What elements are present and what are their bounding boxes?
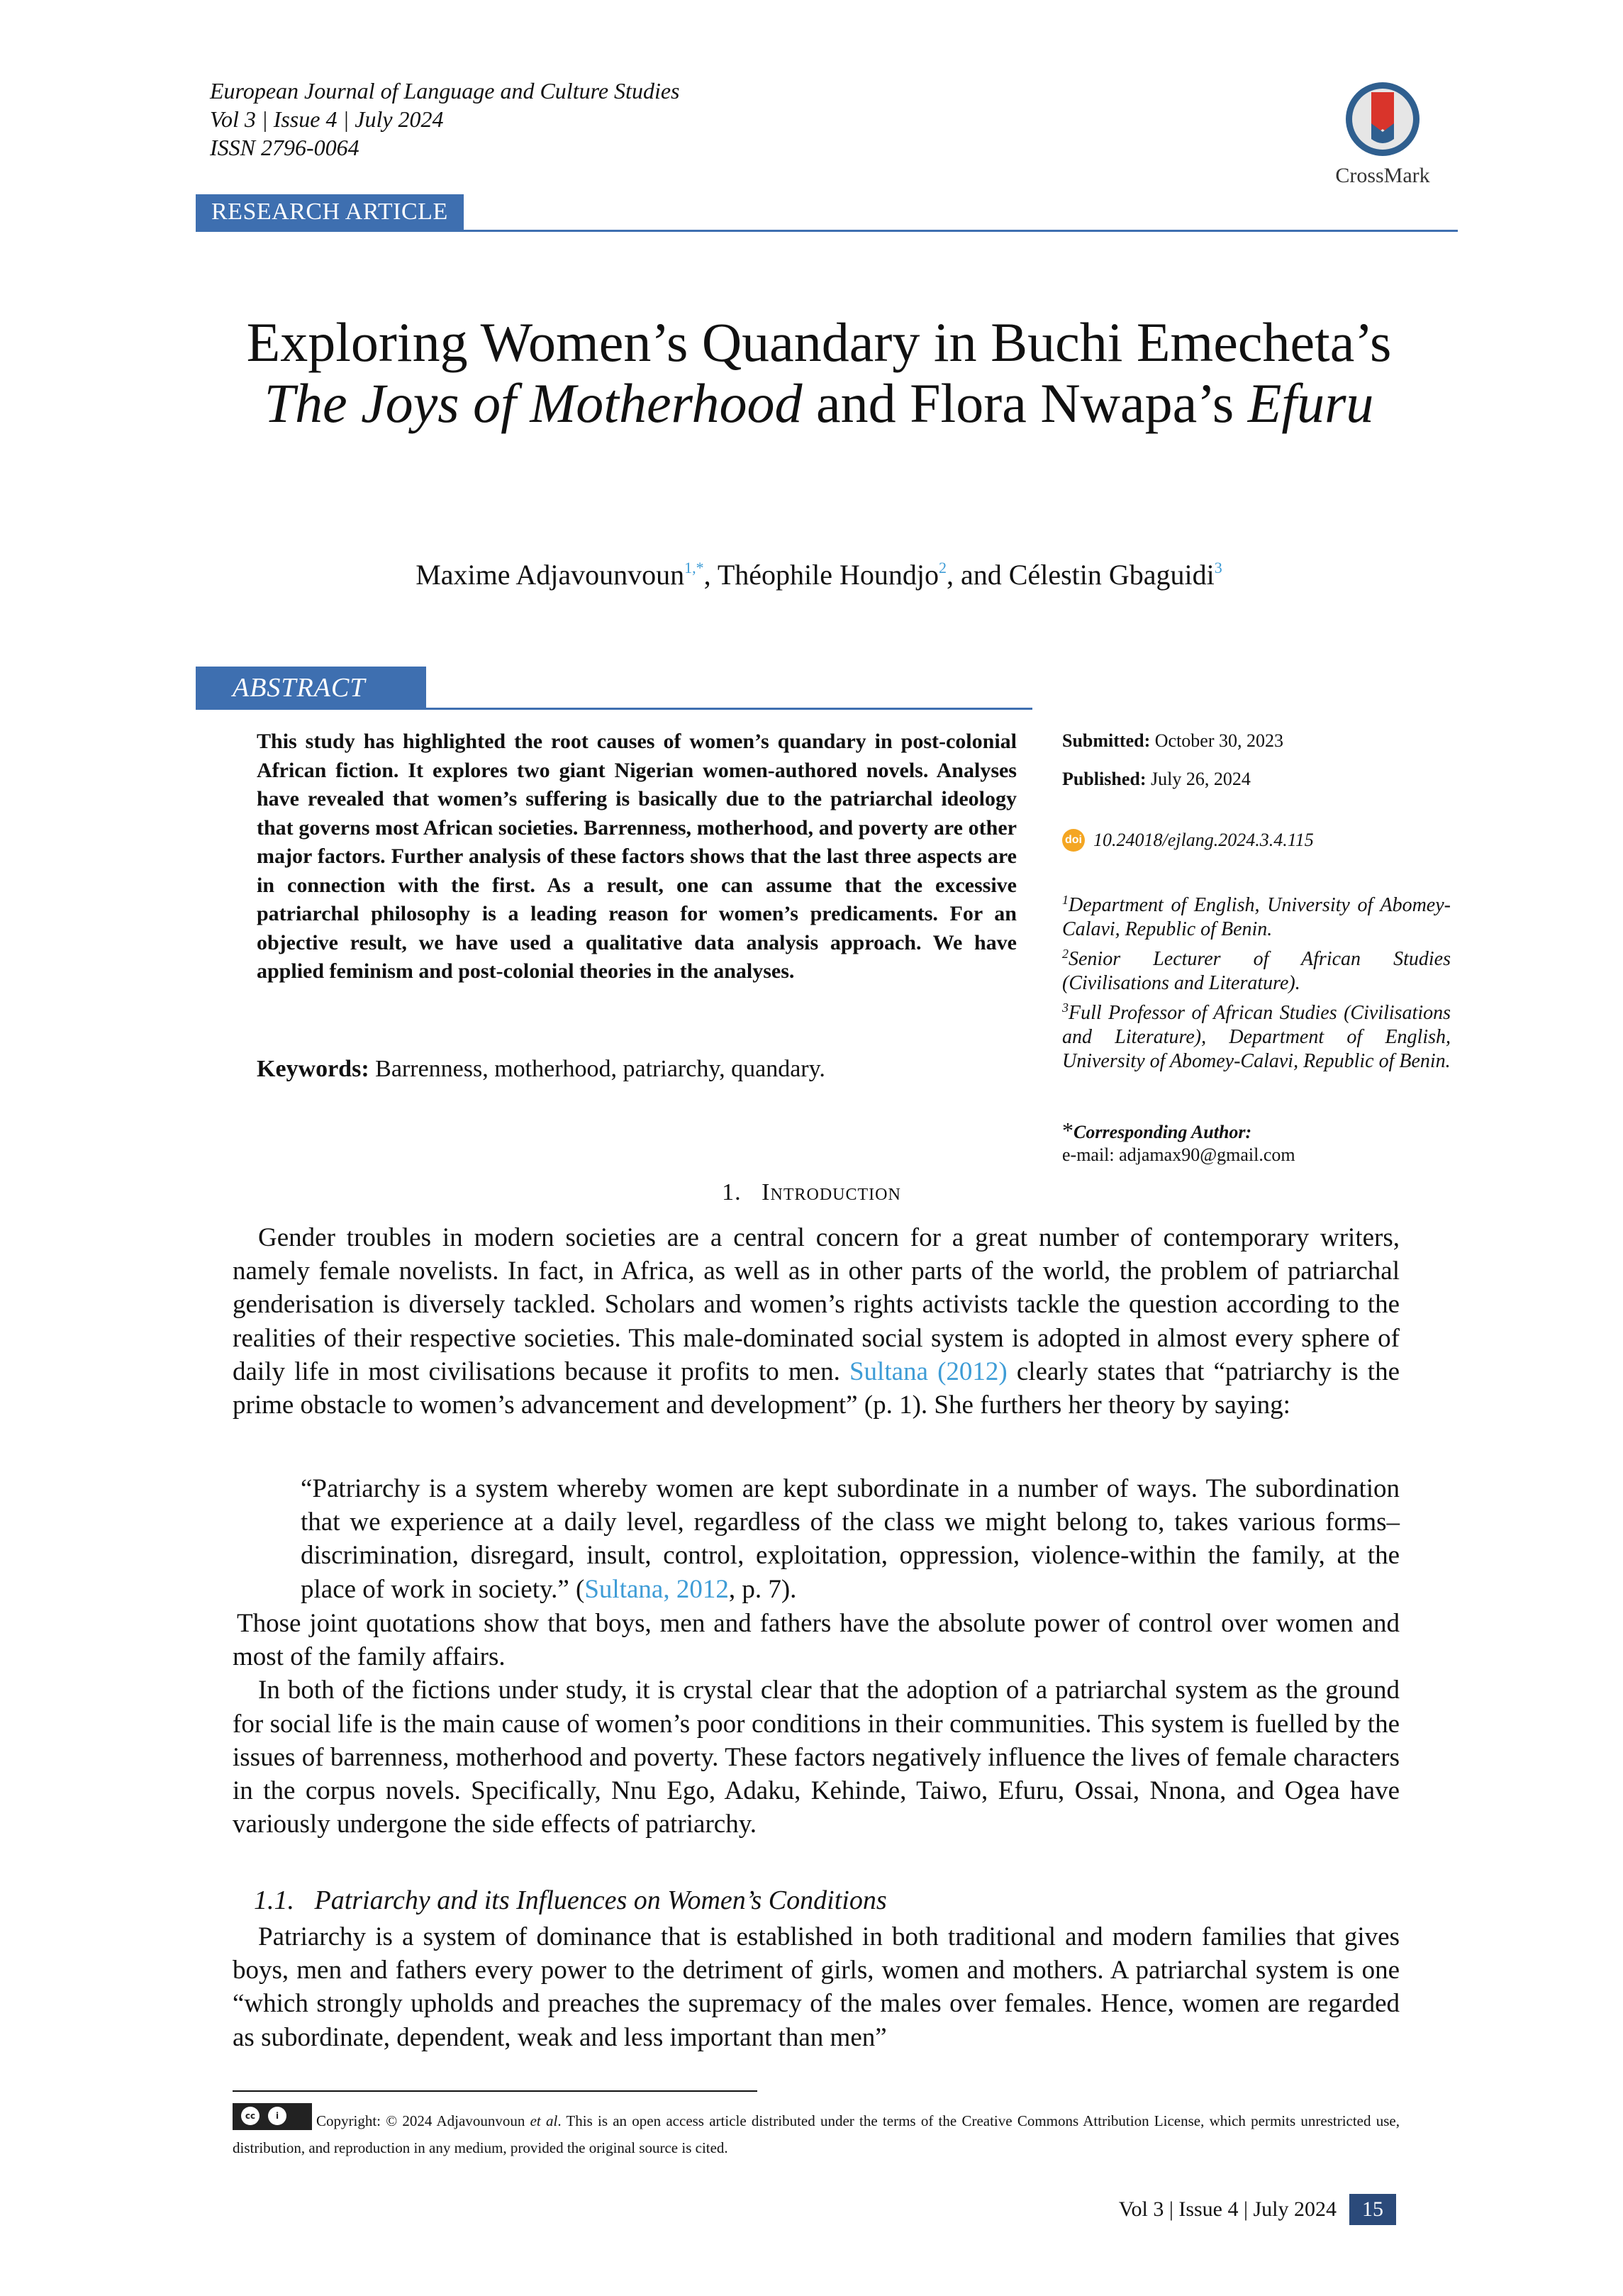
keywords-text: Barrenness, motherhood, patriarchy, quandary.	[369, 1056, 825, 1082]
affiliation-3-text: Full Professor of African Studies (Civilisations and Literature), Department of English, University of Abomey-Calavi, Republic of Benin.	[1062, 1002, 1451, 1072]
block-quote	[301, 1472, 1400, 1606]
article-type-label: RESEARCH ARTICLE	[196, 194, 464, 230]
crossmark-label: CrossMark	[1335, 164, 1430, 187]
title-part2: and Flora Nwapa’s	[802, 372, 1248, 434]
published-label: Published:	[1062, 769, 1147, 789]
subsection-p1-text: Patriarchy is a system of dominance that is established in both traditional and modern families that gives boys, men and fathers every power to the detriment of girls, women and mothers. A patriarchal system is one “which strongly upholds and preaches the supremacy of the males over females. Hence, women are regarded as subordinate, dependent, weak and less important than men”	[233, 1922, 1400, 2052]
intro-p1-text-a: Gender troubles in modern societies are a central concern for a great number of contemporary writers, namely female novelists. In fact, in Africa, as well as in other parts of the world, the problem of patriarchal genderisation is diversely tackled. Scholars and women’s rights activists tackle the question according to the realities of their respective societies. This male-dominated social system is adopted in almost every sphere of daily life in most civilisations because it profits to men.	[233, 1223, 1400, 1386]
title-part1: Exploring Women’s Quandary in Buchi Emecheta’s	[246, 311, 1392, 373]
crossmark-icon	[1343, 79, 1422, 159]
affiliation-2	[1062, 942, 1451, 996]
copyright-text-a: Copyright: © 2024 Adjavounvoun	[316, 2112, 530, 2129]
abstract-text: This study has highlighted the root causes of women’s quandary in post-colonial African fiction. It explores two giant Nigerian women-authored novels. Analyses have revealed that women’s suffering is basically due to the patriarchal ideology that governs most African societies. Barrenness, motherhood, and poverty are other major factors. Further analysis of these factors shows that the last three aspects are in connection with the first. As a result, one can assume that the excessive patriarchal philosophy is a leading reason for women’s predicaments. For an objective result, we have used a qualitative data analysis approach. We have applied feminism and post-colonial theories in the analyses.	[257, 730, 1017, 983]
article-title	[199, 312, 1439, 434]
affiliation-1	[1062, 888, 1451, 942]
intro-p3-text: In both of the fictions under study, it is crystal clear that the adoption of a patriarchal system as the ground for social life is the main cause of women’s poor conditions in their communities. This system is fuelled by the issues of barrenness, motherhood and poverty. These factors negatively influence the lives of female characters in the corpus novels. Specifically, Nnu Ego, Adaku, Kehinde, Taiwo, Efuru, Ossai, Nnona, and Ogea have variously undergone the side effects of patriarchy.	[233, 1676, 1400, 1839]
copyright-text-b: . This is an open access article distributed under the terms of the Creative Commons Attribution License, which permits unrestricted use, distribution, and reproduction in any medium, provided the original source is cited.	[233, 2112, 1400, 2156]
author-1-affil[interactable]: 1,*	[684, 559, 704, 576]
journal-volume: Vol 3 | Issue 4 | July 2024	[210, 106, 444, 132]
subsection-num: 1.1.	[254, 1885, 294, 1915]
section-num: 1.	[722, 1179, 742, 1205]
journal-name: European Journal of Language and Culture Studies	[210, 78, 680, 104]
subsection-paragraph	[233, 1920, 1400, 2054]
section-heading	[0, 1177, 1623, 1208]
affiliation-1-num: 1	[1062, 893, 1069, 907]
quote-text-b: , p. 7).	[728, 1574, 797, 1604]
page-number: 15	[1349, 2194, 1396, 2225]
author-2: , Théophile Houndjo	[703, 559, 939, 591]
quote-text-a: “Patriarchy is a system whereby women are kept subordinate in a number of ways. The subordination that we experience at a daily level, regardless of the class we might belong to, takes various forms–discrimination, disregard, insult, control, exploitation, oppression, violence-within the family, at the place of work in society.” (	[301, 1474, 1400, 1604]
page-footer	[1119, 2194, 1396, 2225]
footnote-rule	[233, 2090, 757, 2092]
published-value: July 26, 2024	[1146, 769, 1251, 789]
affiliation-1-text: Department of English, University of Abomey-Calavi, Republic of Benin.	[1062, 894, 1451, 940]
citation-link[interactable]: Sultana (2012)	[849, 1356, 1008, 1386]
title-book2: Efuru	[1247, 372, 1374, 434]
copyright-etal: et al	[530, 2112, 558, 2129]
crossmark-logo[interactable]	[1326, 79, 1439, 188]
corresponding-author	[1062, 1119, 1451, 1166]
author-2-affil[interactable]: 2	[939, 559, 947, 576]
journal-header	[210, 77, 679, 162]
author-1: Maxime Adjavounvoun	[415, 559, 685, 591]
intro-paragraph-1	[233, 1221, 1400, 1422]
doi-icon: doi	[1062, 829, 1085, 852]
subsection-title: Patriarchy and its Influences on Women’s Conditions	[314, 1885, 887, 1915]
section-title: Introduction	[762, 1179, 901, 1205]
intro-p1-text-b: clearly states that “patriarchy is the prime obstacle to women’s advancement and development” (p. 1). She furthers her theory by saying:	[233, 1356, 1400, 1420]
published-date	[1062, 767, 1452, 791]
footer-volume: Vol 3 | Issue 4 | July 2024	[1118, 2197, 1337, 2221]
intro-p2-text: Those joint quotations show that boys, men and fathers have the absolute power of control over women and most of the family affairs.	[233, 1609, 1400, 1672]
affiliation-3	[1062, 996, 1451, 1074]
submitted-date	[1062, 729, 1452, 753]
quote-citation-link[interactable]: Sultana, 2012	[584, 1574, 729, 1604]
abstract-bar	[196, 667, 1032, 710]
doi-link[interactable]: 10.24018/ejlang.2024.3.4.115	[1093, 830, 1314, 850]
affiliation-2-text: Senior Lecturer of African Studies (Civilisations and Literature).	[1062, 948, 1451, 994]
article-type-bar	[196, 194, 1458, 232]
corresponding-email[interactable]: e-mail: adjamax90@gmail.com	[1062, 1144, 1295, 1165]
doi-line[interactable]	[1062, 828, 1314, 852]
author-list	[199, 550, 1439, 593]
copyright-notice	[233, 2103, 1400, 2161]
title-book1: The Joys of Motherhood	[264, 372, 803, 434]
submitted-value: October 30, 2023	[1150, 730, 1283, 751]
affiliation-2-num: 2	[1062, 947, 1069, 961]
keywords-label: Keywords:	[257, 1056, 369, 1082]
corresponding-label: Corresponding Author:	[1073, 1122, 1252, 1142]
author-3: , and Célestin Gbaguidi	[947, 559, 1215, 591]
corresponding-star: *	[1062, 1118, 1073, 1143]
cc-by-icon[interactable]: cc i	[233, 2103, 312, 2130]
journal-issn: ISSN 2796-0064	[210, 135, 359, 160]
author-3-affil[interactable]: 3	[1214, 559, 1222, 576]
affiliation-3-num: 3	[1062, 1001, 1069, 1015]
intro-paragraph-2	[233, 1607, 1400, 1841]
submitted-label: Submitted:	[1062, 730, 1151, 751]
abstract-label: ABSTRACT	[196, 667, 426, 708]
keywords	[257, 1054, 1017, 1085]
subsection-heading	[254, 1883, 887, 1917]
affiliations	[1062, 888, 1451, 1074]
